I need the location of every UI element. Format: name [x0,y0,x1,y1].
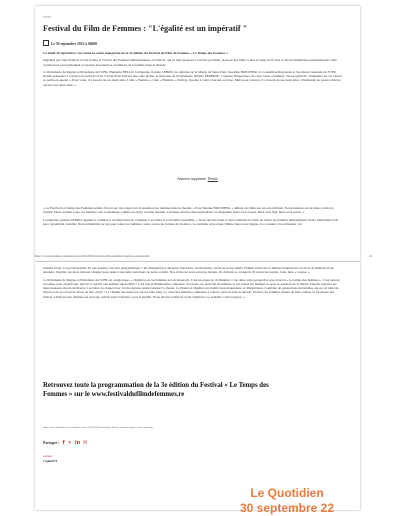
ad-removed-text: Annonce supprimée. [177,177,207,181]
publication-date: 30 septembre 22 [239,501,335,515]
email-icon[interactable]: ✉ [83,440,88,446]
calendar-icon [43,40,49,46]
document-page-2 [35,262,360,510]
promo-heading: Retrouvez toute la programmation de la 3e édition du Festival « Le Temps des Femmes » sur le www.festivaldufilmdefemmes.re [43,382,269,398]
ad-details-link[interactable]: Détails [207,177,218,181]
author-block [43,454,57,463]
x-twitter-icon[interactable]: ✕ [67,440,72,446]
article-date [43,40,97,46]
article-body-top [43,51,343,90]
document-page-1 [35,6,372,261]
paragraph: La Députée, Karine LEBON rappelle à combien il est important de continuer à se battre et à travailler ensemble. « Nous devons lutter et faire entendre la cause de toutes les femmes éminemment. Notre féminisme n'est pas à géométrie variable. Notre féminisme se bat pour toutes les femmes contre toutes les formes de violence. Le sexisme est partout. Même dans notre langue. Ce constant. Un ordinateur. Un [43,217,339,226]
linkedin-icon[interactable]: in [74,440,81,446]
paragraph: « Le Festival Le Temps des Femmes permet d'avoir un vrai regard sur la situation des femmes dans le monde. » Pour Sineike BOUCHER, « défiant ces films est un acte militant. Notre mission est de tenter contre la fatalité. Dans certains pays, les femmes sont considérées comme un objet, un bien meuble. Certaines d'entre elles surmontent ces inégalités. Rien n'est acquis. Rien n'est figé. Rien n'est perdu. » [43,206,334,215]
kicker: LYSS [43,15,51,19]
lead-paragraph: Ce lundi 26 septembre s'est tenue la soirée inaugurale de la 3e édition du Festival du Film de Femmes « Le Temps des Femmes ». [43,51,229,55]
share-label: Partager : [43,441,60,445]
article-title: Festival du Film de Femmes : "L'égalité est un impératif " [43,24,248,33]
facebook-icon[interactable]: f [62,440,65,446]
paragraph: La Présidente de Région et Présidente de l'UFR est catégorique, « l'égalité pour les femmes est un impératif. C'est un enjeu de civilisation. C'est dans cette perspective que s'inscrit « Le temps des femmes ». C'est surtout un temps pour s'interroger. Qu'est ce qu'être une femme aujourd'hui ? C'est une problématique complexe. À travers ces portraits de femmes et par toutes les femmes se pose la question de la liberté. Depuis toujours les lieux hauteurs élevés de liberté. Cet idéal, de risquer avec l'ordre injuste. Aimé Césaire l'a chanté. La liberté et l'égalité ont éveillé bien d'espérance et d'inspiration. Combien de générations de femmes ont eu cet idéal de liberté pour se retrouver libres de leur choix ? Le chemin des luttes est encore bien long. Le carré des femmes continuent à s'élever partout dans le monde. En Iran, les femmes tentent de faire tomber la forteresse des barbus. L'histoire des femmes est un long combat pour la liberté, pour la égalité. Nous devons renforcer notre vigilance. Le sexisme court toujours. » [43,277,340,299]
page-number: 1/4 [368,255,372,258]
paragraph: La Présidente de Région et Présidente de l'UFR, Huguette BELLO, la Députée, Karine LEBON, les adjoints de la Mairie de Saint-Paul, Sandrine BOUCHER, la Conseillère Régionale et Secrétaire Générale de l'UFR étaient présentes à Loyasa Lucorém de Lisle à Saint-Paul. Devant une salle pleine, la marraine de l'évènement, Delixia PERRINE, a rappelé l'importance de cette cause commune. Tel un symbole, l'humanité est cet oiseau, ce paille-en-queue. « Pour voler, il a besoin de ses deux ailes. L'aile « Femme », l'aile « Homme ». Parfois, il peine à voler. Une aile se brise. Mais pour avancer, il a besoin de ses deux ailes. L'humanité ne pourra s'élever qu'avec ses deux ailes. » [43,69,343,87]
share-bar [43,440,87,446]
paragraph: Organisé par Ciné Festival Golan Italien et l'Union des Femmes Réunionnaises, le festival, qui se tient jusqu'au 2 octobre prochain, propose des films courts et longs de fiction et des documentaires internationaux. Des conférences sont également proposées abordant les conditions de la femme dans le monde. [43,58,337,67]
author-label: Auteur : [43,454,54,458]
print-url: https://www.lequotidien.re/actualites/societe/2022/09/30/festival-du-film-de-femmes-legalite-est-un-imperatif [35,255,150,258]
publication-watermark [212,486,362,516]
ad-placeholder [35,177,360,181]
publication-name: Le Quotidien [250,486,324,500]
article-body-bottom [43,266,343,302]
article-body-mid [43,206,343,229]
author-name[interactable]: rvginn974 [43,459,58,463]
paragraph: homme facile. Un professionnel. Et que pensez-vous des péripatéticiens ? De désignent les disciples d'Aristote. Au masculin, ces mots sont positifs. Fidèles l'exercice et utilisez maintenant ces mots au féminin. Pour atteindre l'égalité, les mots doivent changer pour aider à répondre aux maux de notre société. Nos droits ne nous sont pas donnés. Ils doivent se conquérir. Et rien n'est acquis. Cette lutte « longue. » [43,266,334,275]
print-footer [35,255,372,258]
article-date-text: Le 30 septembre 2022 à 06h00 [51,42,98,46]
print-url: https://www.lequotidien.re/actualites/societe/2022/09/30/festival-du-film-de-femmes-legalite-est-un-imperatif [43,426,153,429]
